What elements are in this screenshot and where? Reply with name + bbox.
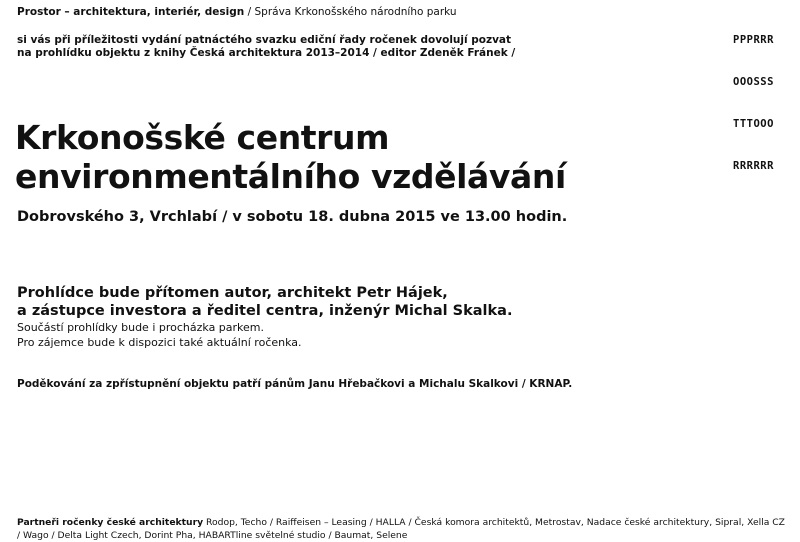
- invite-line-1: si vás při příležitosti vydání patnáctého svazku ediční řady ročenek dovolují pozvat: [17, 34, 512, 46]
- prostor-logo: [733, 5, 774, 201]
- event-title: [15, 118, 566, 196]
- acknowledgement: Poděkování za zpřístupnění objektu patří pánům Janu Hřebačkovi a Michalu Skalkovi / KRNAP.: [17, 378, 573, 390]
- event-title-line-1: Krkonošské centrum: [15, 118, 390, 157]
- event-address-date: Dobrovského 3, Vrchlabí / v sobotu 18. dubna 2015 ve 13.00 hodin.: [17, 209, 568, 225]
- logo-row: RRRRRR: [733, 160, 774, 172]
- presence-line-2: a zástupce investora a ředitel centra, inženýr Michal Skalka.: [17, 303, 513, 319]
- event-title-line-2: environmentálního vzdělávání: [15, 157, 566, 196]
- organizer-krnap: / Správa Krkonošského národního parku: [244, 6, 457, 18]
- partners-footer: [17, 516, 787, 542]
- organizer-prostor: Prostor – architektura, interiér, design: [17, 6, 245, 18]
- partners-list: Rodop, Techo / Raiffeisen – Leasing / HALLA / Česká komora architektů, Metrostav, Nadace české architektury, Sipral, Xella CZ / Wago / Delta Light Czech, Dorint Pha, HABARTline světelné studio / Baumat, Selene: [17, 517, 785, 541]
- header-organizers: [17, 5, 457, 19]
- note-yearbook: Pro zájemce bude k dispozici také aktuální ročenka.: [17, 336, 302, 349]
- logo-row: TTTOOO: [733, 118, 774, 130]
- presence-line-1: Prohlídce bude přítomen autor, architekt Petr Hájek,: [17, 285, 448, 301]
- logo-row: OOOSSS: [733, 76, 774, 88]
- invite-line-2: na prohlídku objektu z knihy Česká architektura 2013–2014 / editor Zdeněk Fránek /: [17, 47, 516, 59]
- note-park-walk: Součástí prohlídky bude i procházka parkem.: [17, 321, 265, 334]
- logo-row: PPPRRR: [733, 34, 774, 46]
- partners-label: Partneři ročenky české architektury: [17, 517, 204, 528]
